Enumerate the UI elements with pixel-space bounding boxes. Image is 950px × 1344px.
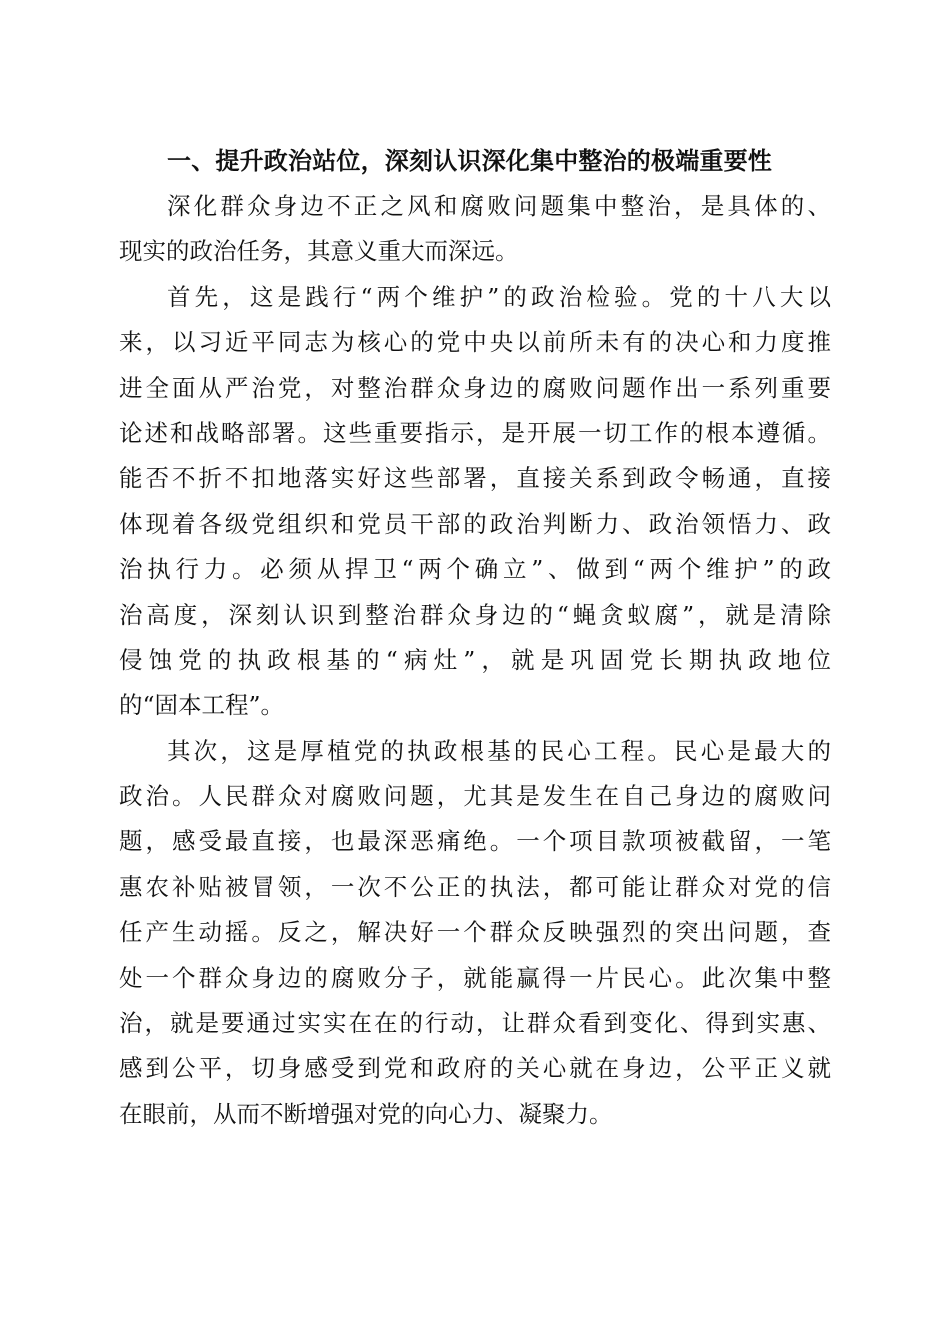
text-line: 在眼前，从而不断增强对党的向心力、凝聚力。 bbox=[119, 1099, 613, 1128]
text-line: 处一个群众身边的腐败分子，就能赢得一片民心。此次集中整 bbox=[119, 963, 831, 992]
text-line: 感到公平，切身感受到党和政府的关心就在身边，公平正义就 bbox=[119, 1054, 831, 1083]
text-line: 惠农补贴被冒领，一次不公正的执法，都可能让群众对党的信 bbox=[119, 872, 831, 901]
text-line: 治执行力。必须从捍卫“两个确立”、做到“两个维护”的政 bbox=[119, 555, 831, 584]
paragraph-second-point bbox=[119, 729, 831, 1138]
text-line: 治高度，深刻认识到整治群众身边的“蝇贪蚁腐”，就是清除 bbox=[119, 600, 831, 629]
text-line: 现实的政治任务，其意义重大而深远。 bbox=[119, 237, 519, 266]
text-line: 体现着各级党组织和党员干部的政治判断力、政治领悟力、政 bbox=[119, 509, 831, 538]
section-heading: 一、提升政治站位，深刻认识深化集中整治的极端重要性 bbox=[167, 147, 772, 175]
text-line: 治，就是要通过实实在在的行动，让群众看到变化、得到实惠、 bbox=[119, 1009, 831, 1038]
text-line: 能否不折不扣地落实好这些部署，直接关系到政令畅通，直接 bbox=[119, 464, 831, 493]
text-line: 的“固本工程”。 bbox=[119, 691, 285, 720]
text-line: 其次，这是厚植党的执政根基的民心工程。民心是最大的 bbox=[167, 736, 831, 765]
text-line: 任产生动摇。反之，解决好一个群众反映强烈的突出问题，查 bbox=[119, 918, 831, 947]
paragraph-intro bbox=[119, 184, 831, 275]
text-line: 来，以习近平同志为核心的党中央以前所未有的决心和力度推 bbox=[119, 328, 831, 357]
text-line: 论述和战略部署。这些重要指示，是开展一切工作的根本遵循。 bbox=[119, 418, 831, 447]
text-line: 首先，这是践行“两个维护”的政治检验。党的十八大以 bbox=[167, 282, 831, 311]
text-line: 侵蚀党的执政根基的“病灶”，就是巩固党长期执政地位 bbox=[119, 645, 831, 674]
text-line: 题，感受最直接，也最深恶痛绝。一个项目款项被截留，一笔 bbox=[119, 827, 831, 856]
paragraph-first-point bbox=[119, 275, 831, 729]
text-line: 进全面从严治党，对整治群众身边的腐败问题作出一系列重要 bbox=[119, 373, 831, 402]
document-body bbox=[119, 139, 831, 1137]
text-line: 政治。人民群众对腐败问题，尤其是发生在自己身边的腐败问 bbox=[119, 782, 831, 811]
text-line: 深化群众身边不正之风和腐败问题集中整治，是具体的、 bbox=[167, 192, 831, 220]
